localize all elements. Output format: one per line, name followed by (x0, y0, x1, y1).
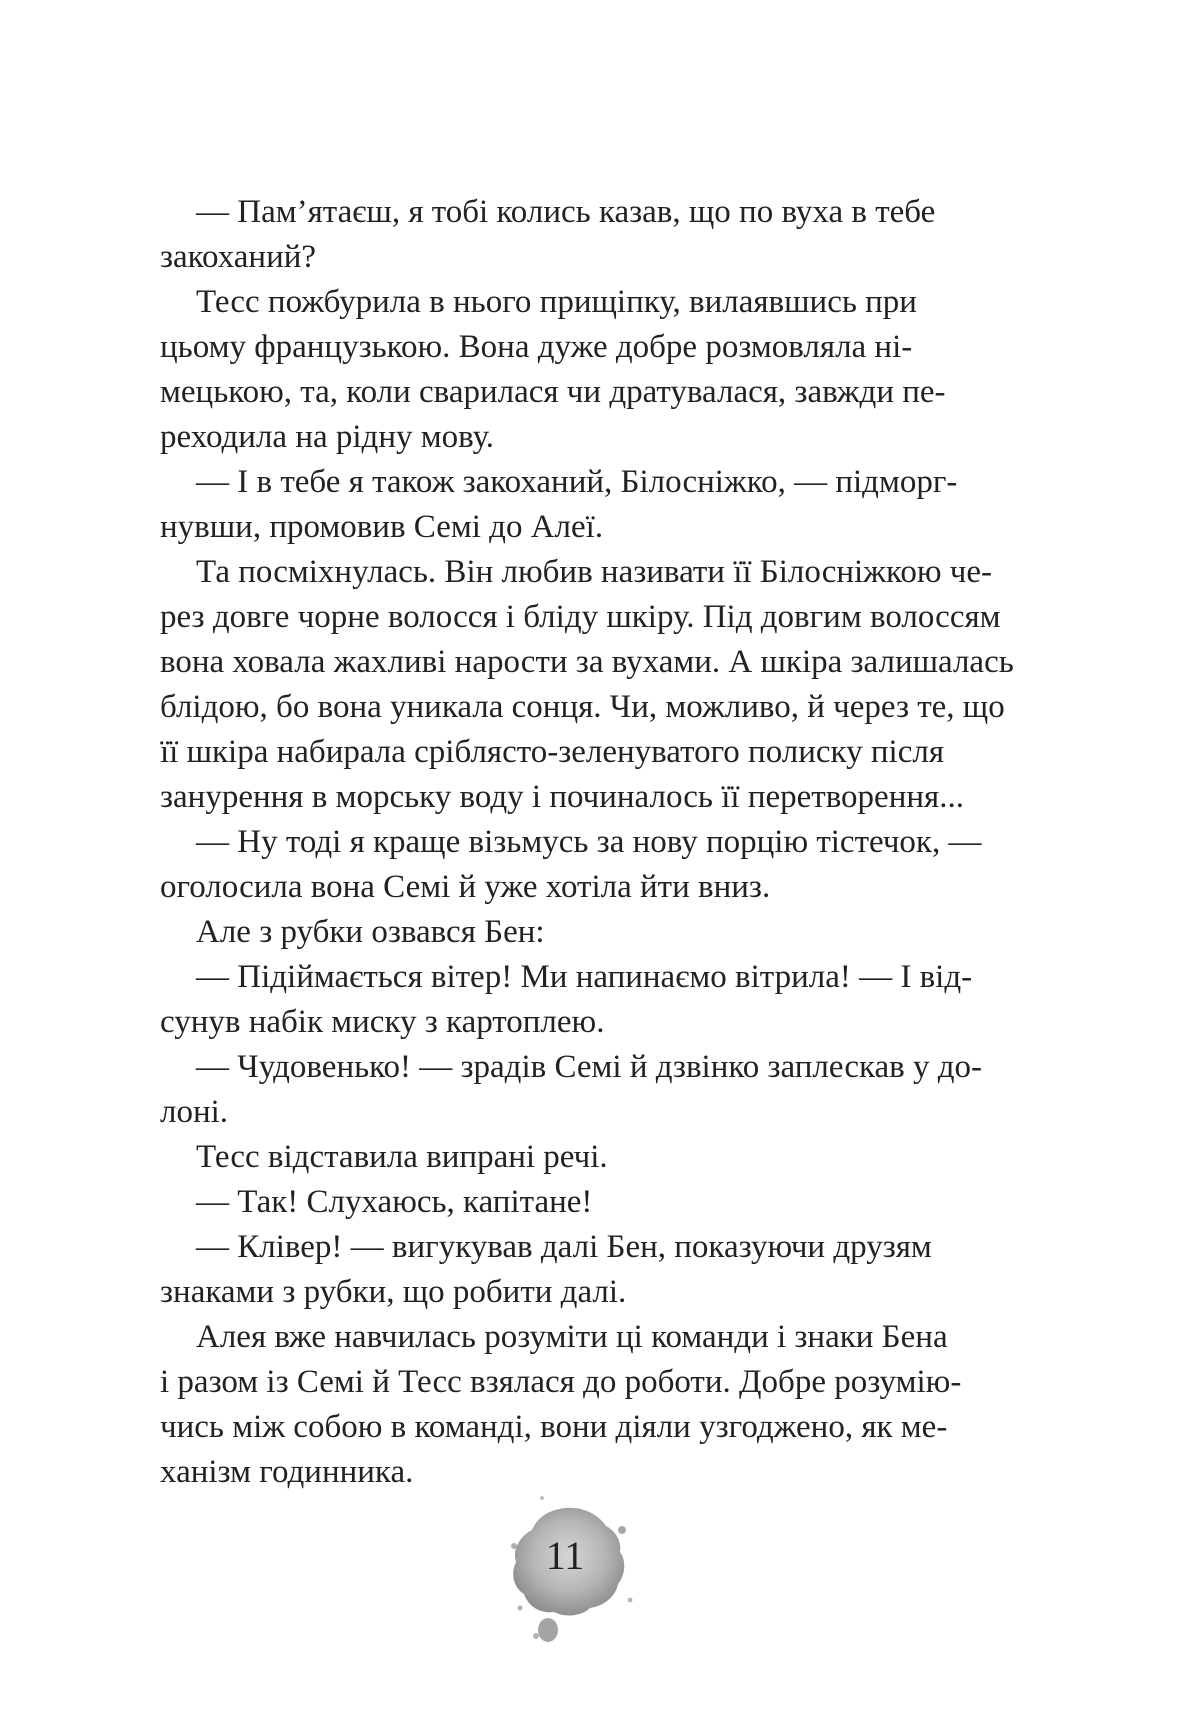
text-line: закоханий? (160, 239, 317, 275)
paragraph (160, 1135, 982, 1180)
text-line: мецькою, та, коли сварилася чи дратувалася, завжди пе- (160, 374, 946, 410)
paragraph (160, 1045, 982, 1135)
text-line: і разом із Семі й Тесс взялася до роботи. Добре розумію- (160, 1364, 962, 1400)
text-line: Тесс відставила випрані речі. (196, 1139, 608, 1175)
paragraph (160, 955, 982, 1045)
paragraph (160, 550, 1014, 820)
text-line: лоні. (160, 1094, 229, 1130)
text-line: — Клівер! — вигукував далі Бен, показуючи друзям (196, 1229, 932, 1265)
text-line: знаками з рубки, що робити далі. (160, 1274, 627, 1310)
text-line: реходила на рідну мову. (160, 419, 495, 455)
text-line: занурення в морську воду і починалось її перетворення... (160, 779, 964, 815)
paragraph (160, 190, 982, 280)
text-line: — І в тебе я також закоханий, Білосніжко, — підморг- (196, 464, 958, 500)
text-line: — Так! Слухаюсь, капітане! (196, 1184, 593, 1220)
paragraph (160, 280, 982, 460)
page-number-badge (490, 1490, 650, 1650)
body-text (160, 190, 1014, 1495)
text-line: Алея вже навчилась розуміти ці команди і знаки Бена (196, 1319, 948, 1355)
text-line: оголосила вона Семі й уже хотіла йти вниз. (160, 869, 771, 905)
text-line: сунув набік миску з картоплею. (160, 1004, 605, 1040)
paragraph (160, 820, 982, 910)
text-line: цьому французькою. Вона дуже добре розмовляла ні- (160, 329, 913, 365)
text-line: ханізм годинника. (160, 1454, 414, 1490)
text-line: — Ну тоді я краще візьмусь за нову порцію тістечок, — (196, 824, 982, 860)
text-line: — Підіймається вітер! Ми напинаємо вітрила! — І від- (196, 959, 973, 995)
text-line: — Чудовенько! — зрадів Семі й дзвінко заплескав у до- (196, 1049, 983, 1085)
text-line: Та посміхнулась. Він любив називати її Білосніжкою че- (196, 554, 992, 590)
text-line: чись між собою в команді, вони діяли узгоджено, як ме- (160, 1409, 948, 1445)
paragraph (160, 460, 982, 550)
paragraph (160, 910, 982, 955)
paragraph (160, 1180, 982, 1225)
paragraph (160, 1225, 982, 1315)
text-line: нувши, промовив Семі до Алеї. (160, 509, 604, 545)
text-line: Тесс пожбурила в нього прищіпку, вилаявшись при (196, 284, 917, 320)
text-line: вона ховала жахливі нарости за вухами. А шкіра залишалась (160, 644, 1014, 680)
text-line: Але з рубки озвався Бен: (196, 914, 545, 950)
page-number: 11 (545, 1533, 585, 1578)
paragraph (160, 1315, 982, 1495)
text-line: її шкіра набирала сріблясто-зеленуватого полиску після (160, 734, 944, 770)
text-line: — Пам’ятаєш, я тобі колись казав, що по вуха в тебе (196, 194, 936, 230)
text-line: блідою, бо вона уникала сонця. Чи, можливо, й через те, що (160, 689, 1005, 725)
text-line: рез довге чорне волосся і бліду шкіру. Під довгим волоссям (160, 599, 1001, 635)
